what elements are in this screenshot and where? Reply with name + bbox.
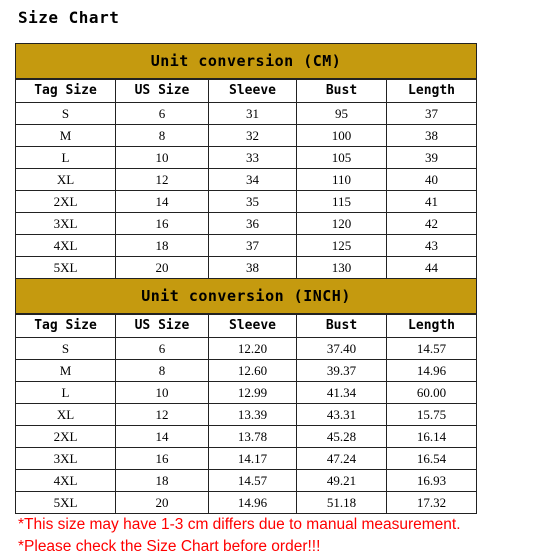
table-cell: 8 — [116, 360, 209, 382]
table-cell: 12 — [116, 404, 209, 426]
table-row — [16, 257, 477, 279]
table-cell: 2XL — [16, 426, 116, 448]
table-cell: 43 — [387, 235, 477, 257]
table-cell: 100 — [297, 125, 387, 147]
table-cell: 14.17 — [209, 448, 297, 470]
table-row — [16, 125, 477, 147]
table-cell: 39.37 — [297, 360, 387, 382]
table-cell: 13.78 — [209, 426, 297, 448]
measurement-note: *This size may have 1-3 cm differs due to manual measurement. — [18, 516, 461, 533]
table-cell: 44 — [387, 257, 477, 279]
table-cell: XL — [16, 404, 116, 426]
table-cell: 37 — [209, 235, 297, 257]
column-header: Bust — [297, 79, 387, 103]
table-cell: 14.96 — [387, 360, 477, 382]
table-row — [16, 213, 477, 235]
size-chart-table — [15, 43, 477, 514]
column-header-row — [16, 79, 477, 103]
table-cell: 16 — [116, 448, 209, 470]
table-cell: 39 — [387, 147, 477, 169]
table-cell: S — [16, 338, 116, 360]
table-cell: 49.21 — [297, 470, 387, 492]
table-row — [16, 404, 477, 426]
table-cell: 14.96 — [209, 492, 297, 514]
table-cell: 10 — [116, 147, 209, 169]
table-cell: L — [16, 382, 116, 404]
table-cell: 38 — [387, 125, 477, 147]
table-cell: 3XL — [16, 448, 116, 470]
table-cell: 6 — [116, 338, 209, 360]
table-cell: 20 — [116, 492, 209, 514]
column-header: Sleeve — [209, 314, 297, 338]
table-cell: S — [16, 103, 116, 125]
table-row — [16, 103, 477, 125]
table-row — [16, 426, 477, 448]
table-cell: 110 — [297, 169, 387, 191]
table-cell: 41.34 — [297, 382, 387, 404]
table-cell: 4XL — [16, 235, 116, 257]
column-header: US Size — [116, 79, 209, 103]
table-row — [16, 191, 477, 213]
table-cell: 12.60 — [209, 360, 297, 382]
table-cell: L — [16, 147, 116, 169]
table-cell: 18 — [116, 470, 209, 492]
table-cell: 2XL — [16, 191, 116, 213]
table-cell: 42 — [387, 213, 477, 235]
table-row — [16, 470, 477, 492]
table-cell: 37.40 — [297, 338, 387, 360]
table-cell: 95 — [297, 103, 387, 125]
table-cell: 38 — [209, 257, 297, 279]
table-cell: 3XL — [16, 213, 116, 235]
table-cell: 130 — [297, 257, 387, 279]
table-cell: 36 — [209, 213, 297, 235]
section-heading: Unit conversion (INCH) — [16, 279, 477, 315]
table-cell: 43.31 — [297, 404, 387, 426]
table-cell: 5XL — [16, 492, 116, 514]
table-row — [16, 147, 477, 169]
column-header: Tag Size — [16, 79, 116, 103]
table-cell: 35 — [209, 191, 297, 213]
table-cell: 15.75 — [387, 404, 477, 426]
table-cell: M — [16, 360, 116, 382]
table-row — [16, 492, 477, 514]
table-cell: 14 — [116, 426, 209, 448]
column-header: Tag Size — [16, 314, 116, 338]
table-row — [16, 169, 477, 191]
table-cell: 4XL — [16, 470, 116, 492]
table-row — [16, 382, 477, 404]
table-cell: 16.14 — [387, 426, 477, 448]
column-header: US Size — [116, 314, 209, 338]
table-cell: 47.24 — [297, 448, 387, 470]
table-row — [16, 338, 477, 360]
table-cell: 33 — [209, 147, 297, 169]
table-cell: 51.18 — [297, 492, 387, 514]
table-cell: 16.93 — [387, 470, 477, 492]
column-header: Length — [387, 314, 477, 338]
table-cell: 16 — [116, 213, 209, 235]
table-cell: 6 — [116, 103, 209, 125]
table-row — [16, 360, 477, 382]
table-cell: 5XL — [16, 257, 116, 279]
table-row — [16, 448, 477, 470]
table-cell: 40 — [387, 169, 477, 191]
table-cell: 17.32 — [387, 492, 477, 514]
table-cell: 45.28 — [297, 426, 387, 448]
table-cell: 37 — [387, 103, 477, 125]
table-cell: M — [16, 125, 116, 147]
table-cell: 13.39 — [209, 404, 297, 426]
table-cell: 16.54 — [387, 448, 477, 470]
table-cell: 105 — [297, 147, 387, 169]
table-cell: 12 — [116, 169, 209, 191]
table-cell: 120 — [297, 213, 387, 235]
table-cell: 20 — [116, 257, 209, 279]
table-cell: 12.20 — [209, 338, 297, 360]
table-cell: 12.99 — [209, 382, 297, 404]
column-header: Sleeve — [209, 79, 297, 103]
size-chart-body — [16, 44, 477, 514]
table-cell: 60.00 — [387, 382, 477, 404]
column-header: Bust — [297, 314, 387, 338]
column-header: Length — [387, 79, 477, 103]
section-heading-row — [16, 44, 477, 80]
column-header-row — [16, 314, 477, 338]
table-cell: 34 — [209, 169, 297, 191]
table-cell: 8 — [116, 125, 209, 147]
table-cell: 14.57 — [209, 470, 297, 492]
table-cell: 125 — [297, 235, 387, 257]
page-title: Size Chart — [18, 8, 120, 27]
section-heading: Unit conversion (CM) — [16, 44, 477, 80]
check-size-note: *Please check the Size Chart before order!!! — [18, 538, 321, 555]
table-cell: 41 — [387, 191, 477, 213]
section-heading-row — [16, 279, 477, 315]
table-cell: 31 — [209, 103, 297, 125]
table-cell: 18 — [116, 235, 209, 257]
table-cell: 14.57 — [387, 338, 477, 360]
table-row — [16, 235, 477, 257]
table-cell: 14 — [116, 191, 209, 213]
table-cell: 32 — [209, 125, 297, 147]
table-cell: 10 — [116, 382, 209, 404]
table-cell: XL — [16, 169, 116, 191]
table-cell: 115 — [297, 191, 387, 213]
